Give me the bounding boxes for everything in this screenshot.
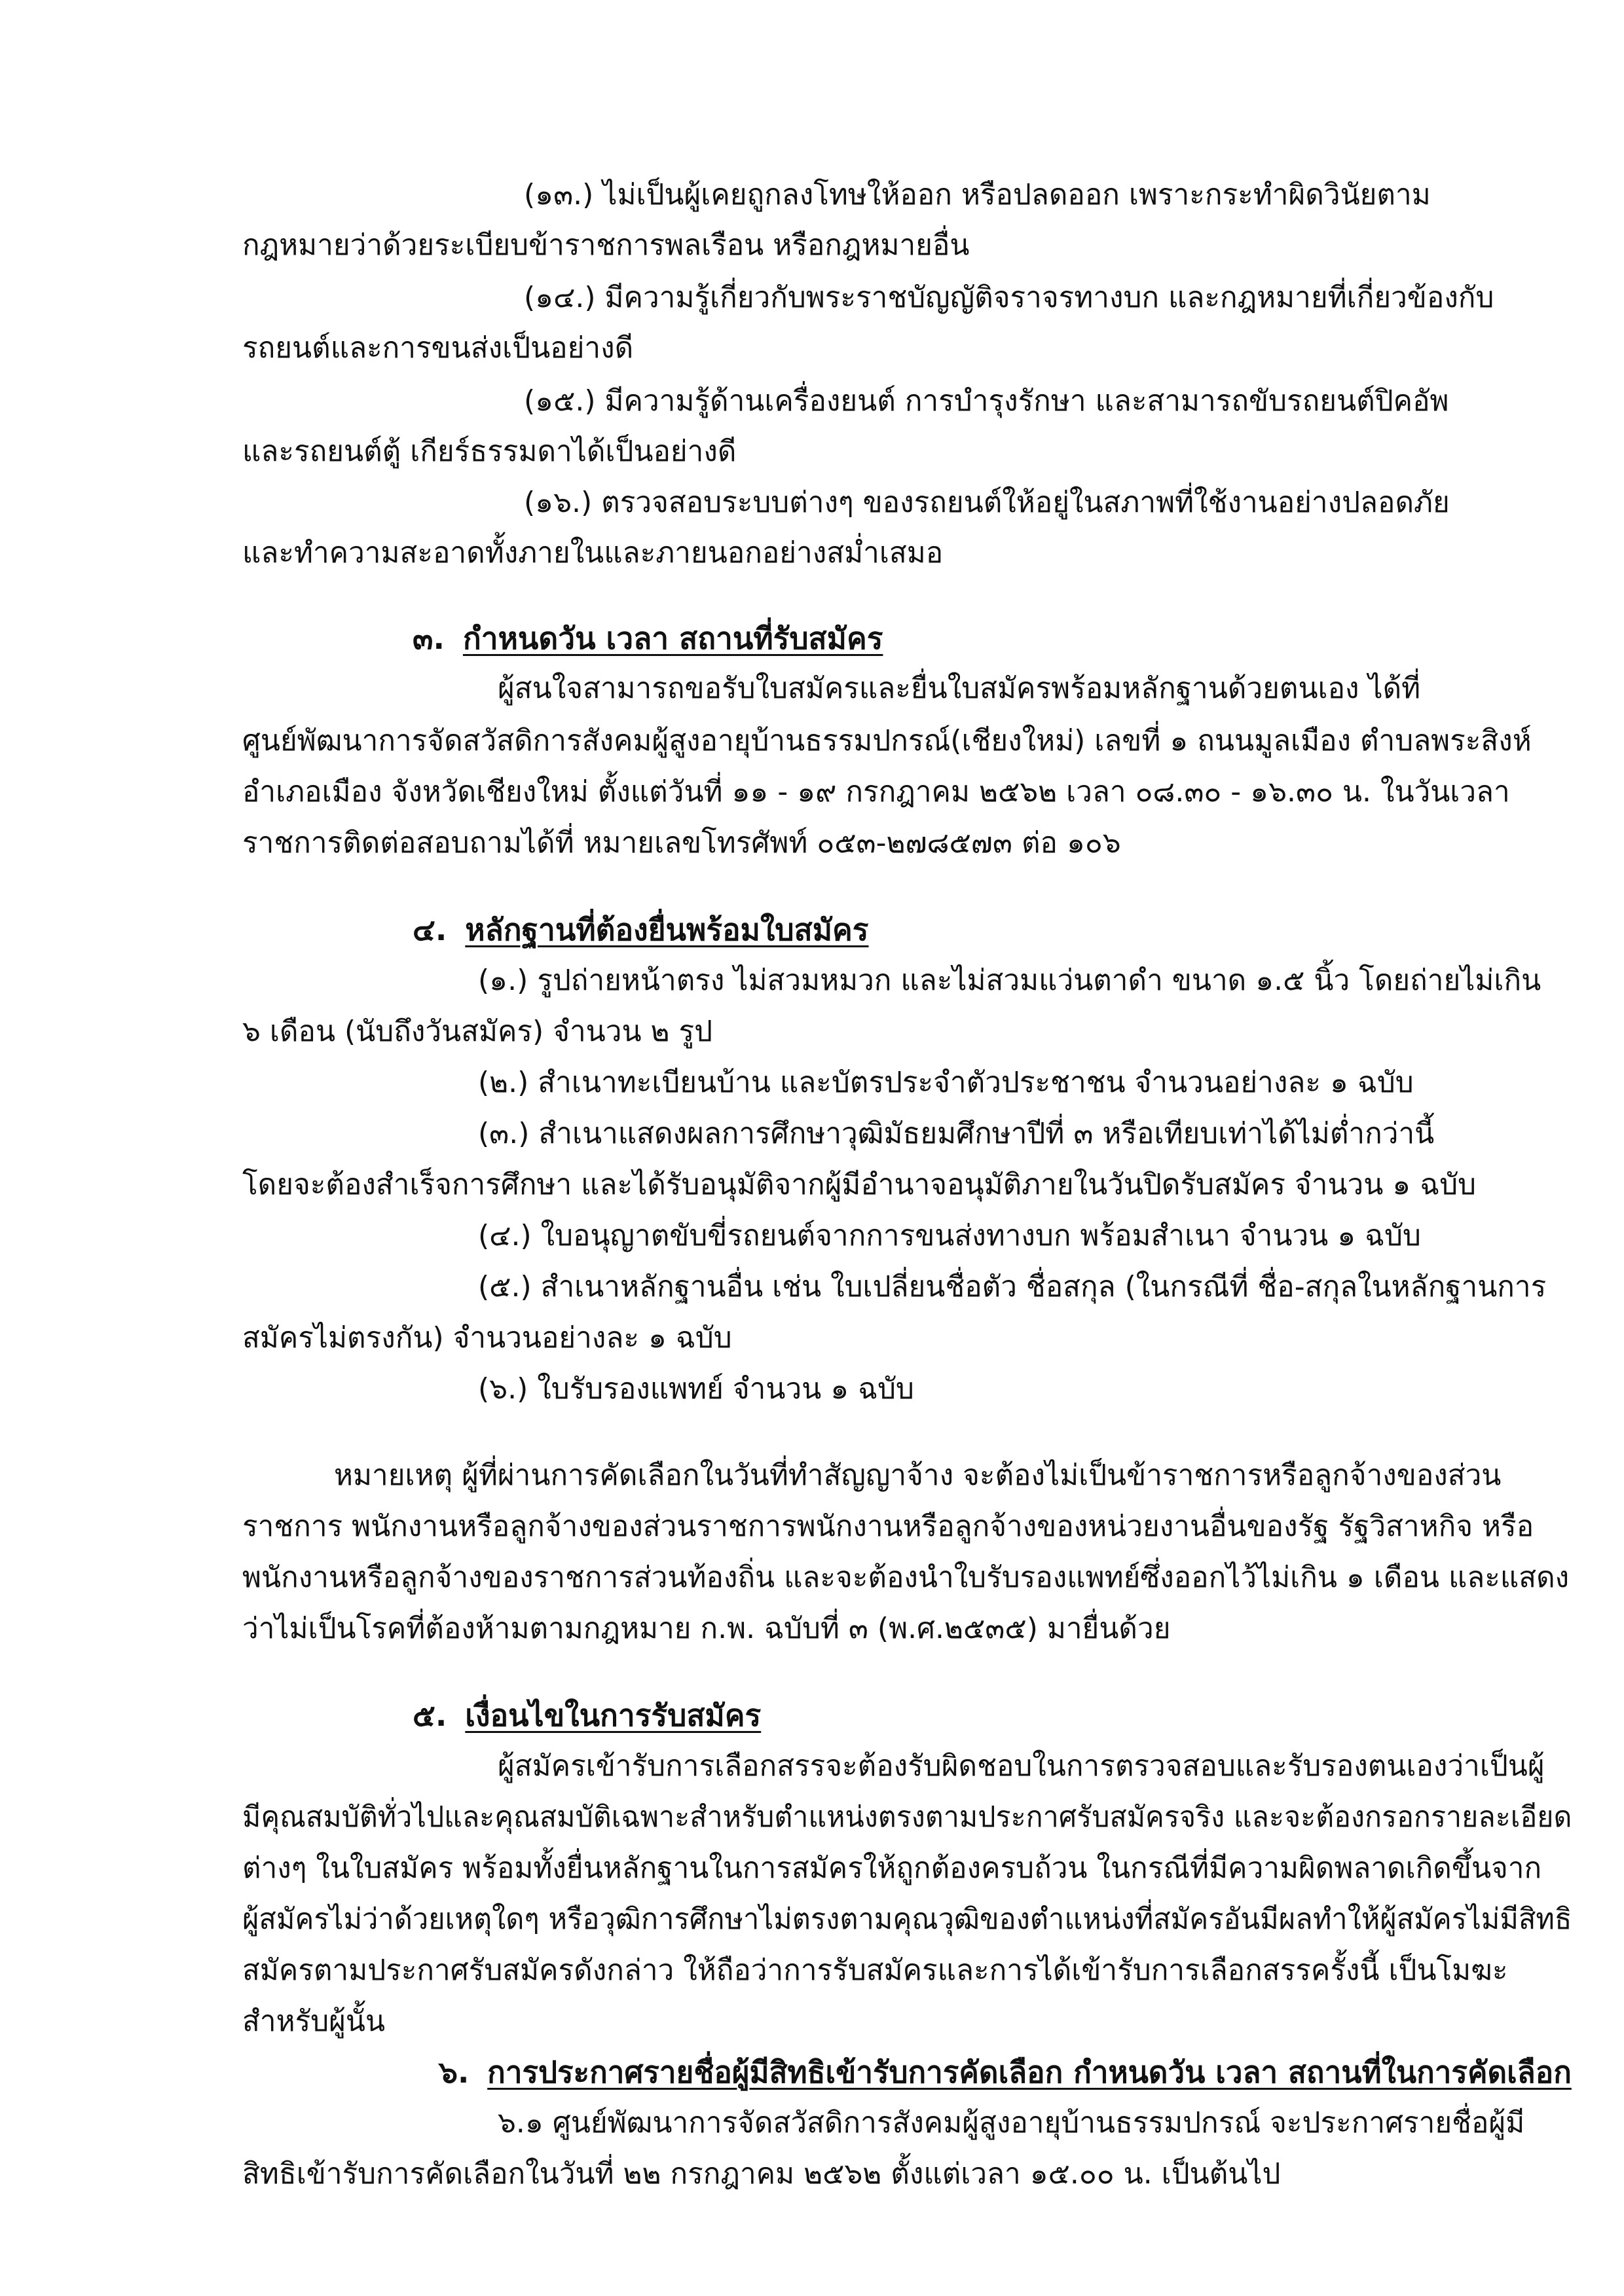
- section-6-line-2: สิทธิเข้ารับการคัดเลือกในวันที่ ๒๒ กรกฎาคม ๒๕๖๒ ตั้งแต่เวลา ๑๕.๐๐ น. เป็นต้นไป: [242, 2157, 1281, 2191]
- section-4-title: หลักฐานที่ต้องยื่นพร้อมใบสมัคร: [465, 912, 869, 947]
- item-15-line-1: (๑๕.) มีความรู้ด้านเครื่องยนต์ การบำรุงรักษา และสามารถขับรถยนต์ปิคอัพ: [524, 384, 1449, 418]
- section-3-line-3: อำเภอเมือง จังหวัดเชียงใหม่ ตั้งแต่วันที่ ๑๑ - ๑๙ กรกฎาคม ๒๕๖๒ เวลา ๐๘.๓๐ - ๑๖.๓๐ น. ในวันเวลา: [242, 775, 1510, 809]
- section-5-number: ๕.: [413, 1698, 447, 1733]
- section-3-title: กำหนดวัน เวลา สถานที่รับสมัคร: [462, 621, 883, 656]
- section-5-line-1: ผู้สมัครเข้ารับการเลือกสรรจะต้องรับผิดชอบในการตรวจสอบและรับรองตนเองว่าเป็นผู้: [498, 1749, 1545, 1783]
- section-3-line-1: ผู้สนใจสามารถขอรับใบสมัครและยื่นใบสมัครพร้อมหลักฐานด้วยตนเอง ได้ที่: [498, 672, 1421, 705]
- section-4-line-3: (๒.) สำเนาทะเบียนบ้าน และบัตรประจำตัวประชาชน จำนวนอย่างละ ๑ ฉบับ: [478, 1066, 1414, 1099]
- item-13-line-1: (๑๓.) ไม่เป็นผู้เคยถูกลงโทษให้ออก หรือปลดออก เพราะกระทำผิดวินัยตาม: [524, 178, 1431, 211]
- remark-line-3: พนักงานหรือลูกจ้างของราชการส่วนท้องถิ่น และจะต้องนำใบรับรองแพทย์ซึ่งออกไว้ไม่เกิน ๑ เดือน และแสดง: [242, 1561, 1570, 1594]
- section-4-line-8: สมัครไม่ตรงกัน) จำนวนอย่างละ ๑ ฉบับ: [242, 1321, 732, 1355]
- item-14-line-2: รถยนต์และการขนส่งเป็นอย่างดี: [242, 331, 634, 365]
- section-3-heading: [413, 619, 883, 658]
- item-14-line-1: (๑๔.) มีความรู้เกี่ยวกับพระราชบัญญัติจราจรทางบก และกฎหมายที่เกี่ยวข้องกับ: [524, 281, 1494, 314]
- section-4-number: ๔.: [413, 912, 447, 947]
- item-13-line-2: กฎหมายว่าด้วยระเบียบข้าราชการพลเรือน หรือกฎหมายอื่น: [242, 228, 970, 262]
- remark-line-4: ว่าไม่เป็นโรคที่ต้องห้ามตามกฎหมาย ก.พ. ฉบับที่ ๓ (พ.ศ.๒๕๓๕) มายื่นด้วย: [242, 1612, 1171, 1645]
- section-4-line-7: (๕.) สำเนาหลักฐานอื่น เช่น ใบเปลี่ยนชื่อตัว ชื่อสกุล (ในกรณีที่ ชื่อ-สกุลในหลักฐานการ: [478, 1270, 1547, 1303]
- section-5-line-4: ผู้สมัครไม่ว่าด้วยเหตุใดๆ หรือวุฒิการศึกษาไม่ตรงตามคุณวุฒิของตำแหน่งที่สมัครอันมีผลทำให้ผู้สมัครไม่มีสิทธิ: [242, 1903, 1572, 1936]
- section-4-line-1: (๑.) รูปถ่ายหน้าตรง ไม่สวมหมวก และไม่สวมแว่นตาดำ ขนาด ๑.๕ นิ้ว โดยถ่ายไม่เกิน: [478, 964, 1541, 997]
- section-4-line-5: โดยจะต้องสำเร็จการศึกษา และได้รับอนุมัติจากผู้มีอำนาจอนุมัติภายในวันปิดรับสมัคร จำนวน ๑ ฉบับ: [242, 1168, 1477, 1201]
- section-3-number: ๓.: [413, 621, 445, 656]
- item-16-line-2: และทำความสะอาดทั้งภายในและภายนอกอย่างสม่ำเสมอ: [242, 536, 944, 570]
- section-4-line-4: (๓.) สำเนาแสดงผลการศึกษาวุฒิมัธยมศึกษาปีที่ ๓ หรือเทียบเท่าได้ไม่ต่ำกว่านี้: [478, 1117, 1435, 1150]
- section-5-line-3: ต่างๆ ในใบสมัคร พร้อมทั้งยื่นหลักฐานในการสมัครให้ถูกต้องครบถ้วน ในกรณีที่มีความผิดพลาดเกิดขึ้นจาก: [242, 1851, 1542, 1885]
- section-6-number: ๖.: [439, 2054, 470, 2090]
- section-4-line-2: ๖ เดือน (นับถึงวันสมัคร) จำนวน ๒ รูป: [242, 1015, 713, 1048]
- section-3-line-4: ราชการติดต่อสอบถามได้ที่ หมายเลขโทรศัพท์ ๐๕๓-๒๗๘๕๗๓ ต่อ ๑๐๖: [242, 826, 1121, 860]
- section-5-heading: [413, 1696, 761, 1735]
- section-4-heading: [413, 910, 869, 949]
- section-4-line-9: (๖.) ใบรับรองแพทย์ จำนวน ๑ ฉบับ: [478, 1372, 914, 1406]
- item-15-line-2: และรถยนต์ตู้ เกียร์ธรรมดาได้เป็นอย่างดี: [242, 435, 737, 468]
- remark-line-2: ราชการ พนักงานหรือลูกจ้างของส่วนราชการพนักงานหรือลูกจ้างของหน่วยงานอื่นของรัฐ รัฐวิสาหกิจ หรือ: [242, 1510, 1534, 1543]
- item-16-line-1: (๑๖.) ตรวจสอบระบบต่างๆ ของรถยนต์ให้อยู่ในสภาพที่ใช้งานอย่างปลอดภัย: [524, 486, 1450, 519]
- remark-line-1: หมายเหตุ ผู้ที่ผ่านการคัดเลือกในวันที่ทำสัญญาจ้าง จะต้องไม่เป็นข้าราชการหรือลูกจ้างของส่วน: [334, 1459, 1502, 1492]
- section-5-line-2: มีคุณสมบัติทั่วไปและคุณสมบัติเฉพาะสำหรับตำแหน่งตรงตามประกาศรับสมัครจริง และจะต้องกรอกรายละเอียด: [242, 1800, 1572, 1834]
- section-6-line-1: ๖.๑ ศูนย์พัฒนาการจัดสวัสดิการสังคมผู้สูงอายุบ้านธรรมปกรณ์ จะประกาศรายชื่อผู้มี: [498, 2106, 1525, 2140]
- section-4-line-6: (๔.) ใบอนุญาตขับขี่รถยนต์จากการขนส่งทางบก พร้อมสำเนา จำนวน ๑ ฉบับ: [478, 1219, 1421, 1252]
- section-5-line-5: สมัครตามประกาศรับสมัครดังกล่าว ให้ถือว่าการรับสมัครและการได้เข้ารับการเลือกสรรครั้งนี้ เป็นโมฆะ: [242, 1954, 1508, 1987]
- section-5-line-6: สำหรับผู้นั้น: [242, 2005, 386, 2038]
- section-5-title: เงื่อนไขในการรับสมัคร: [465, 1698, 762, 1733]
- section-6-heading: [439, 2052, 1572, 2092]
- section-3-line-2: ศูนย์พัฒนาการจัดสวัสดิการสังคมผู้สูงอายุบ้านธรรมปกรณ์(เชียงใหม่) เลขที่ ๑ ถนนมูลเมือง ตำบลพระสิงห์: [242, 724, 1532, 757]
- section-6-title: การประกาศรายชื่อผู้มีสิทธิเข้ารับการคัดเลือก กำหนดวัน เวลา สถานที่ในการคัดเลือก: [487, 2054, 1572, 2090]
